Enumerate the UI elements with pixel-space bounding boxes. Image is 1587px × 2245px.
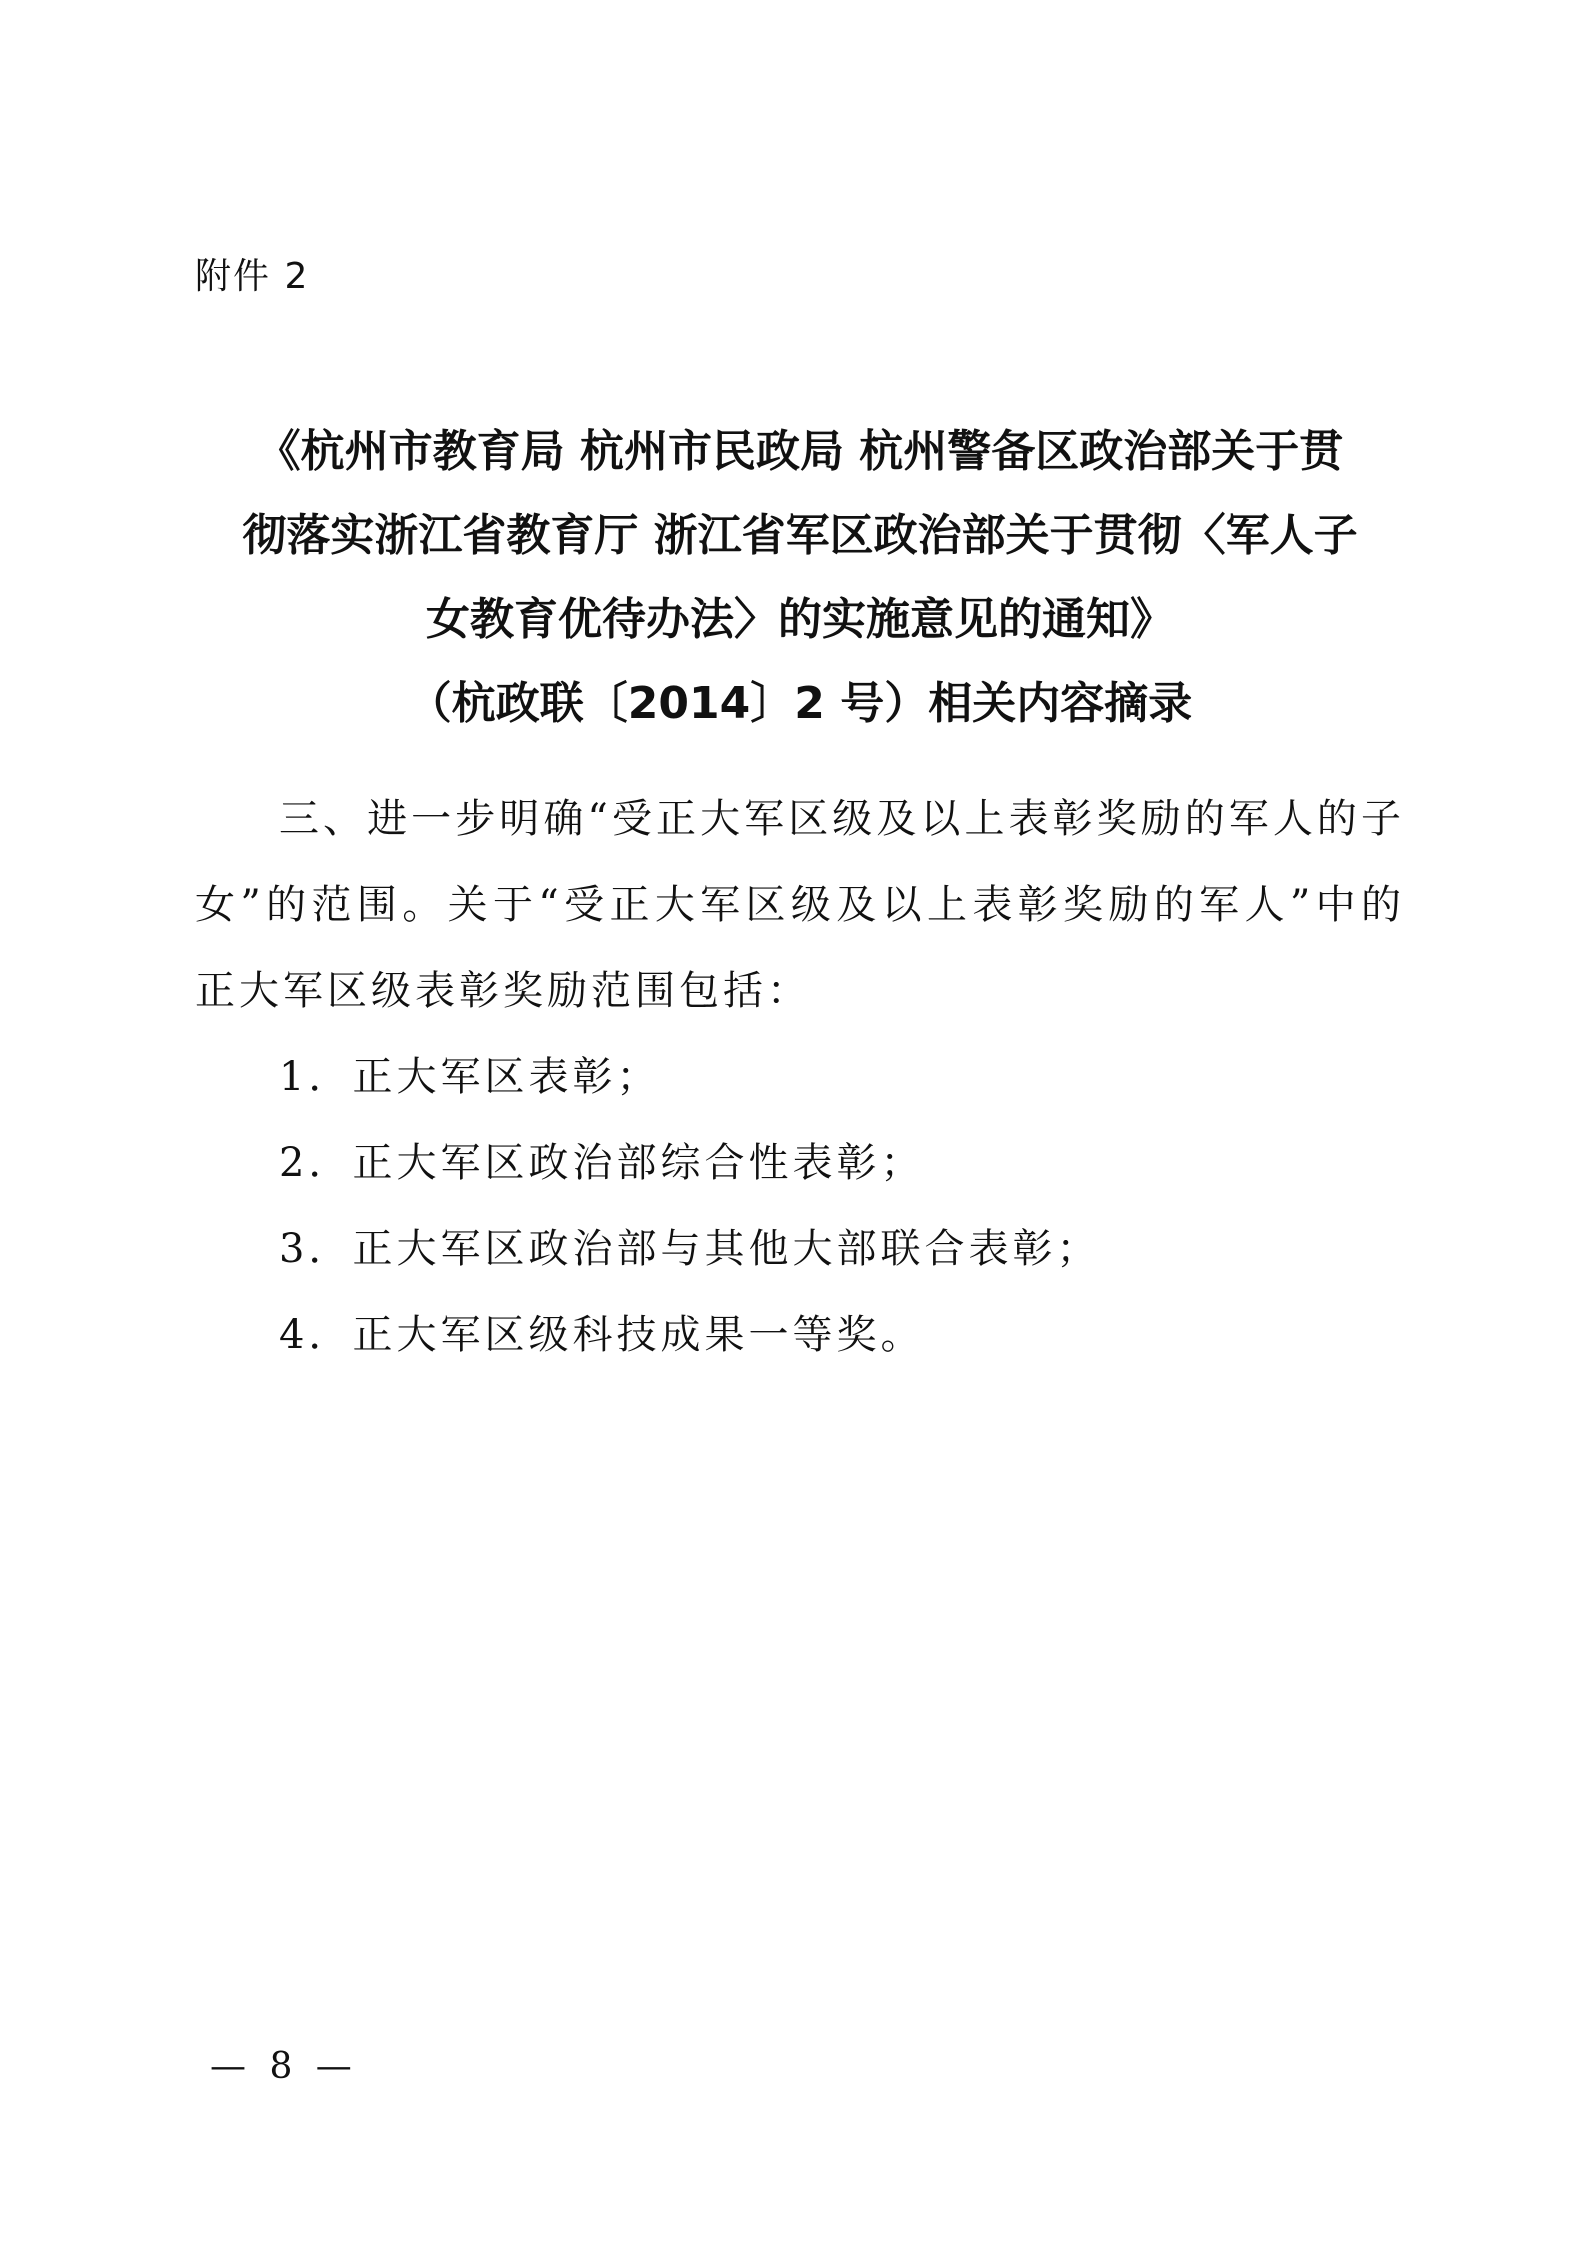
list-item: 2．正大军区政治部综合性表彰； <box>279 1140 925 1186</box>
title-line: 女教育优待办法〉的实施意见的通知》 <box>426 594 1174 645</box>
page-number: — 8 — <box>210 2046 358 2087</box>
document-title <box>160 410 1440 746</box>
attachment-label: 附件 2 <box>195 256 310 297</box>
document-body <box>195 776 1405 1378</box>
list-item: 1．正大军区表彰； <box>279 1054 661 1100</box>
body-paragraph: 三、进一步明确“受正大军区级及以上表彰奖励的军人的子女”的范围。关于“受正大军区级及以上表彰奖励的军人”中的正大军区级表彰奖励范围包括： <box>195 796 1405 1014</box>
title-line: （杭政联〔2014〕2 号）相关内容摘录 <box>407 678 1193 729</box>
list-item: 3．正大军区政治部与其他大部联合表彰； <box>279 1226 1101 1272</box>
list-item: 4．正大军区级科技成果一等奖。 <box>279 1312 925 1358</box>
title-line: 彻落实浙江省教育厅 浙江省军区政治部关于贯彻〈军人子 <box>242 510 1358 561</box>
title-line: 《杭州市教育局 杭州市民政局 杭州警备区政治部关于贯 <box>256 426 1344 477</box>
